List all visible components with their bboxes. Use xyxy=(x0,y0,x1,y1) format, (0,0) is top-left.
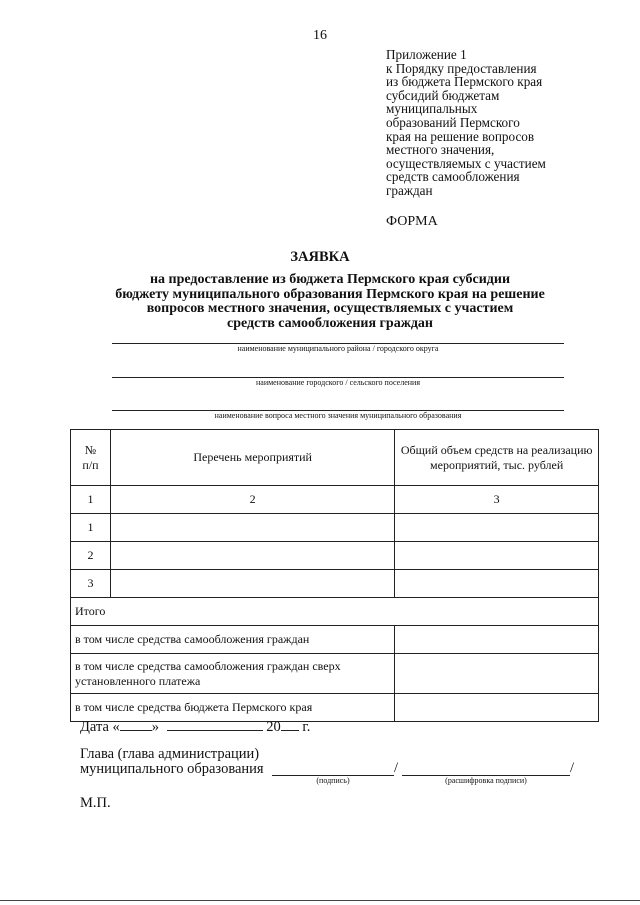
date-prefix: Дата « xyxy=(80,719,120,735)
header-volume: Общий объем средств на реализацию мероприятий, тыс. рублей xyxy=(395,430,599,486)
document-subtitle xyxy=(60,273,600,331)
subtitle-line: бюджету муниципального образования Пермского края на решение xyxy=(115,286,545,302)
header-num: № п/п xyxy=(71,430,111,486)
table-row xyxy=(71,542,599,570)
summary-row xyxy=(71,626,599,654)
row-num: 2 xyxy=(71,542,111,570)
appendix-line: осуществляемых с участием xyxy=(386,155,546,171)
summary-volume-cell[interactable] xyxy=(395,654,599,694)
subtitle-line: вопросов местного значения, осуществляемых с участием xyxy=(146,301,514,317)
appendix-line: средств самообложения xyxy=(386,169,520,185)
header-measures: Перечень мероприятий xyxy=(110,430,394,486)
summary-label: в том числе средства бюджета Пермского края xyxy=(71,694,395,722)
head-signature-block xyxy=(80,747,264,777)
table-header-row xyxy=(71,430,599,486)
summary-row-total xyxy=(71,598,599,626)
settlement-field-caption: наименование городского / сельского поселения xyxy=(255,378,421,387)
page-number: 16 xyxy=(313,28,327,43)
appendix-block xyxy=(386,48,626,198)
appendix-line: из бюджета Пермского края xyxy=(386,74,543,90)
appendix-line: граждан xyxy=(386,182,433,198)
date-year-prefix: 20 xyxy=(266,719,281,735)
district-field-caption: наименование муниципального района / городского округа xyxy=(237,344,439,353)
date-month-field[interactable] xyxy=(167,718,263,731)
date-line xyxy=(80,718,310,736)
row-num: 3 xyxy=(71,570,111,598)
appendix-line: местного значения, xyxy=(386,142,495,158)
row-volume-cell[interactable] xyxy=(395,542,599,570)
row-measure-cell[interactable] xyxy=(110,514,394,542)
column-number: 3 xyxy=(395,486,599,514)
appendix-line: муниципальных xyxy=(386,101,478,117)
head-title-line1: Глава (глава администрации) xyxy=(80,746,260,762)
column-number: 1 xyxy=(71,486,111,514)
appendix-line: к Порядку предоставления xyxy=(386,60,537,76)
row-measure-cell[interactable] xyxy=(110,570,394,598)
summary-row xyxy=(71,654,599,694)
bottom-divider xyxy=(0,900,640,901)
column-numbers-row xyxy=(71,486,599,514)
summary-volume-cell[interactable] xyxy=(395,626,599,654)
signature-separator: / xyxy=(394,760,399,776)
measures-table xyxy=(70,429,599,722)
row-volume-cell[interactable] xyxy=(395,514,599,542)
date-year-field[interactable] xyxy=(281,718,299,731)
row-num: 1 xyxy=(71,514,111,542)
subtitle-line: на предоставление из бюджета Пермского края субсидии xyxy=(149,272,511,287)
decoding-separator: / xyxy=(570,760,575,776)
decoding-caption: (расшифровка подписи) xyxy=(445,776,527,785)
table-row xyxy=(71,514,599,542)
summary-volume-cell[interactable] xyxy=(395,694,599,722)
subtitle-line: средств самообложения граждан xyxy=(227,315,433,331)
document-title: ЗАЯВКА xyxy=(290,249,350,265)
form-label: ФОРМА xyxy=(386,214,438,229)
date-day-field[interactable] xyxy=(120,718,152,731)
appendix-line: образований Пермского xyxy=(386,114,520,130)
issue-field-caption: наименование вопроса местного значения муниципального образования xyxy=(214,411,462,420)
date-mid: » xyxy=(151,719,160,735)
summary-label: в том числе средства самообложения граждан сверх установленного платежа xyxy=(71,654,395,694)
head-title-line2: муниципального образования xyxy=(80,761,264,777)
signature-caption: (подпись) xyxy=(316,776,350,785)
appendix-line: края на решение вопросов xyxy=(386,128,535,144)
row-measure-cell[interactable] xyxy=(110,542,394,570)
column-number: 2 xyxy=(110,486,394,514)
summary-label: Итого xyxy=(71,598,599,626)
table-row xyxy=(71,570,599,598)
row-volume-cell[interactable] xyxy=(395,570,599,598)
stamp-place-label: М.П. xyxy=(80,795,111,811)
appendix-line: субсидий бюджетам xyxy=(386,87,500,103)
appendix-line: Приложение 1 xyxy=(386,47,467,62)
date-suffix: г. xyxy=(302,719,311,735)
summary-label: в том числе средства самообложения граждан xyxy=(71,626,395,654)
